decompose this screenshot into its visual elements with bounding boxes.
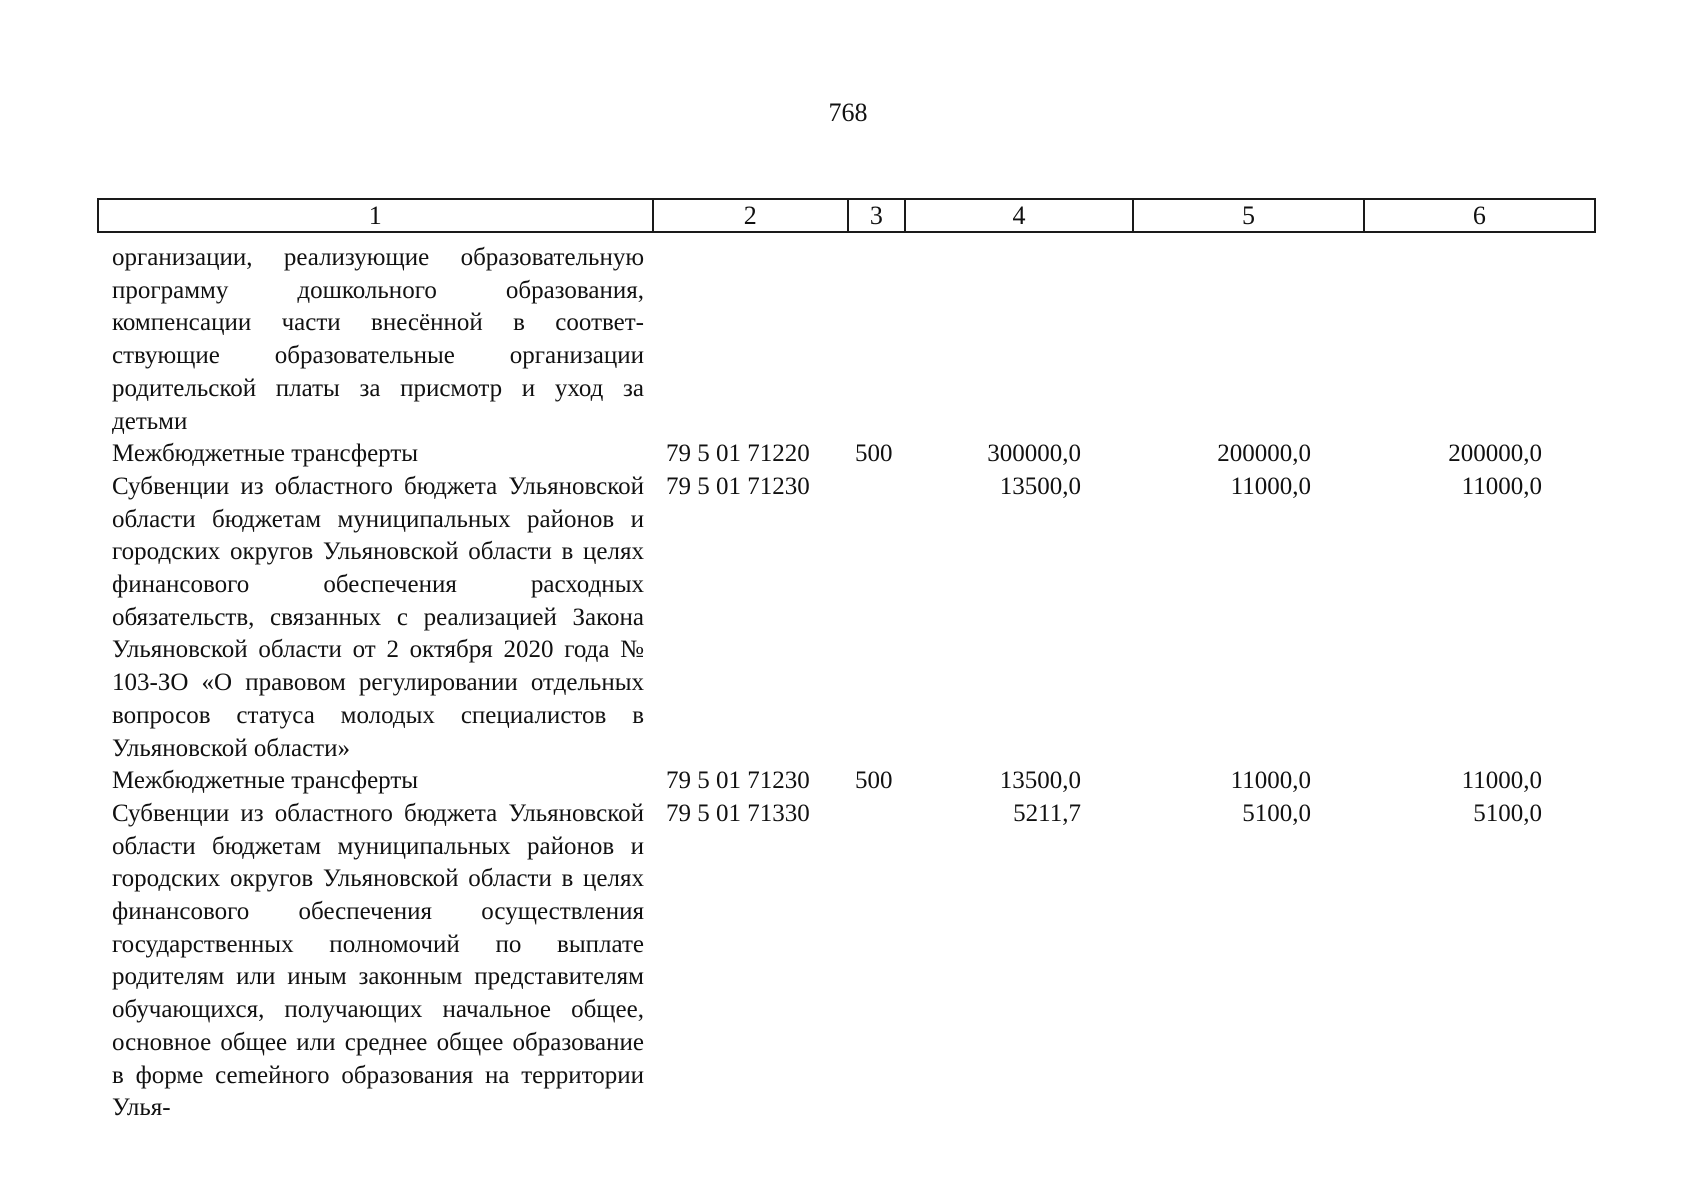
row-code: 79 5 01 71230 — [666, 767, 810, 795]
row-description: Субвенции из областного бюджета Ульяновской области бюджетам муниципальных районов и городских округов Ульяновской области в целях финансового обеспечения осуществления государственных полномочий по выплате родителям или иным законным представителям обучающихся, получающих начальное общее, основное общее или среднее общее образование в форме сеmейного образования на территории Улья- — [112, 799, 644, 1122]
table-row — [112, 242, 1592, 438]
table-body — [112, 242, 1592, 1125]
header-col-1: 1 — [99, 200, 654, 231]
row-description: Межбюджетные трансферты — [112, 767, 419, 795]
header-col-3: 3 — [849, 200, 906, 231]
table-row — [112, 471, 1592, 765]
table-header — [97, 198, 1596, 233]
row-value-col5: 5100,0 — [1242, 799, 1311, 827]
row-value-col5: 11000,0 — [1230, 472, 1311, 500]
header-col-2: 2 — [654, 200, 849, 231]
table-row — [112, 798, 1592, 1125]
row-value-col5: 11000,0 — [1230, 767, 1311, 795]
page-number: 768 — [828, 98, 868, 127]
row-value-col4: 5211,7 — [1013, 799, 1081, 827]
row-value-col4: 13500,0 — [999, 767, 1081, 795]
header-col-6: 6 — [1472, 201, 1486, 230]
row-value-col4: 13500,0 — [999, 472, 1081, 500]
row-code: 79 5 01 71230 — [666, 472, 810, 500]
table-row — [112, 438, 1592, 471]
row-value-col6: 5100,0 — [1473, 799, 1542, 827]
row-group: 500 — [855, 440, 893, 468]
row-description: организации, реализующие образовательную программу дошкольного образования, компенсации части внесённой в соответствующие образовательные организации родительской платы за присмотр и уход за детьми — [112, 244, 644, 435]
row-value-col6: 200000,0 — [1448, 440, 1542, 468]
header-col-5: 5 — [1134, 200, 1364, 231]
row-value-col6: 11000,0 — [1461, 767, 1542, 795]
row-value-col5: 200000,0 — [1217, 440, 1311, 468]
row-group: 500 — [855, 767, 893, 795]
row-value-col4: 300000,0 — [987, 440, 1081, 468]
row-description: Субвенции из областного бюджета Ульяновской области бюджетам муниципальных районов и городских округов Ульяновской области в целях финансового обеспечения расходных обязательств, связанных с реализацией Закона Ульяновской области от 2 октября 2020 года № 103-ЗО «О правовом регулировании отдельных вопросов статуса молодых специалистов в Ульяновской области» — [112, 472, 644, 762]
table-row — [112, 765, 1592, 798]
header-col-4: 4 — [906, 200, 1134, 231]
row-value-col6: 11000,0 — [1461, 472, 1542, 500]
row-description: Межбюджетные трансферты — [112, 440, 419, 468]
row-code: 79 5 01 71220 — [666, 440, 810, 468]
row-code: 79 5 01 71330 — [666, 799, 810, 827]
